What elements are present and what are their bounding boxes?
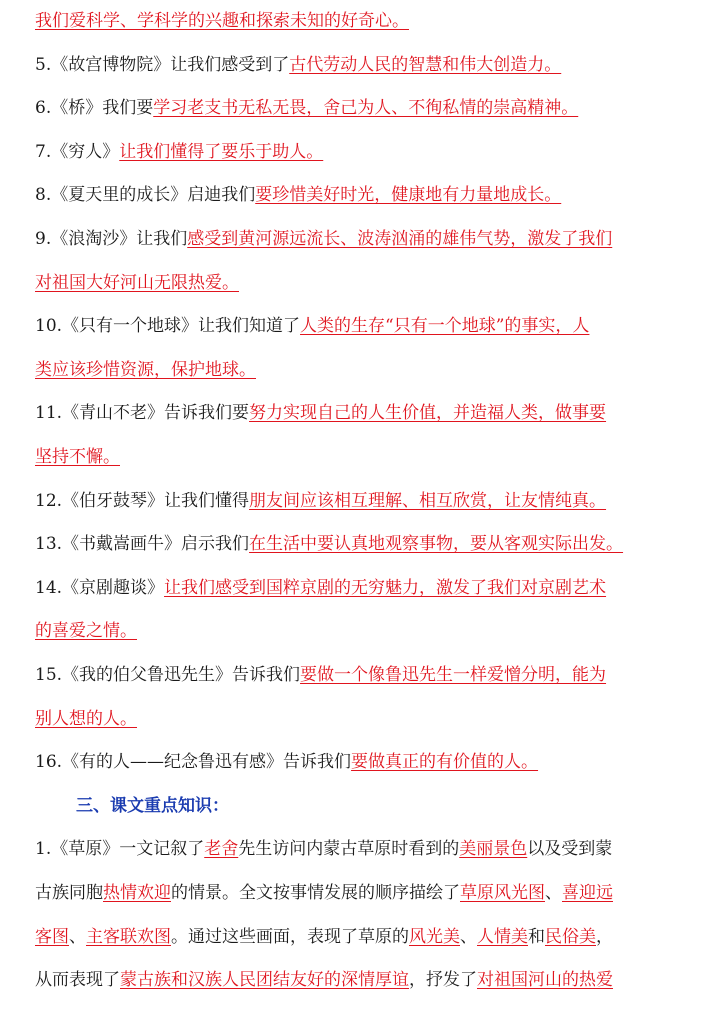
answer-text: 古代劳动人民的智慧和伟大创造力。 [289,54,562,75]
text-line [35,662,606,688]
answer-text: 主客联欢图 [86,926,171,947]
prompt-text: 1.《草原》一文记叙了 [35,839,205,860]
answer-text: 类应该珍惜资源，保护地球。 [35,359,256,380]
prompt-text: 7.《穷人》 [35,141,120,162]
prompt-text: 10.《只有一个地球》让我们知道了 [35,316,301,337]
text-line [35,575,606,601]
prompt-text: 8.《夏天里的成长》启迪我们 [35,185,256,206]
answer-text: 朋友间应该相互理解、相互欣赏，让友情纯真。 [249,490,607,511]
prompt-text: 从而表现了 [35,970,120,991]
text-line [35,226,612,252]
answer-text: 要珍惜美好时光，健康地有力量地成长。 [255,185,562,206]
prompt-text: 12.《伯牙鼓琴》让我们懂得 [35,490,250,511]
answer-text: 要做真正的有价值的人。 [351,752,539,773]
text-line [35,444,120,470]
answer-text: 风光美 [409,926,460,947]
answer-text: 要做一个像鲁迅先生一样爱憎分明，能为 [300,665,607,685]
answer-text: 努力实现自己的人生价值，并造福人类，做事要 [249,403,607,424]
answer-text: 坚持不懈。 [35,447,120,467]
prompt-text: 、 [460,926,477,947]
text-line [35,924,613,950]
answer-text: 客图 [35,926,69,947]
answer-text: 对祖国大好河山无限热爱。 [35,272,239,293]
text-line [35,139,323,165]
text-line [35,400,606,426]
text-line [35,749,538,775]
text-line [35,270,239,296]
prompt-text: ，抒发了 [409,970,477,991]
text-line [35,880,613,906]
text-line [35,182,561,208]
prompt-text: 13.《书戴嵩画牛》启示我们 [35,534,250,555]
text-line [76,793,229,819]
prompt-text: 9.《浪淘沙》让我们 [35,229,188,249]
prompt-text: 。通过这些画面，表现了草原的 [171,926,409,947]
prompt-text: 、 [545,883,562,903]
prompt-text: 14.《京剧趣谈》 [35,577,165,598]
answer-text: 热情欢迎 [103,883,171,903]
answer-text: 美丽景色 [459,839,528,860]
text-line [35,313,589,339]
prompt-text: 古族同胞 [35,883,103,903]
prompt-text: 15.《我的伯父鲁迅先生》告诉我们 [35,665,301,685]
prompt-text: 16.《有的人——纪念鲁迅有感》告诉我们 [35,752,352,773]
prompt-text: 5.《故宫博物院》让我们感受到了 [35,54,290,75]
prompt-text: 6.《桥》我们要 [35,98,154,119]
text-line [35,488,606,514]
answer-text: 感受到黄河源远流长、波涛汹涌的雄伟气势，激发了我们 [187,229,613,249]
prompt-text: 和 [528,926,545,947]
answer-text: 在生活中要认真地观察事物，要从客观实际出发。 [249,534,624,555]
text-line [35,52,561,78]
answer-text: 人情美 [477,926,528,947]
prompt-text: 以及受到蒙 [527,839,613,860]
answer-text: 对祖国河山的热爱 [477,970,613,991]
text-line [35,967,613,993]
text-line [35,706,137,732]
prompt-text: 、 [69,926,86,947]
answer-text: 让我们感受到国粹京剧的无穷魅力，激发了我们对京剧艺术 [164,577,607,598]
answer-text: 草原风光图 [460,883,545,903]
answer-text: 民俗美 [545,926,596,947]
answer-text: 老舍 [204,839,239,860]
prompt-text: 的情景。全文按事情发展的顺序描绘了 [171,883,460,903]
answer-text: 人类的生存“只有一个地球”的事实，人 [300,316,590,337]
prompt-text: 11.《青山不老》告诉我们要 [35,403,250,424]
section-heading: 三、课文重点知识： [76,795,229,816]
text-line [35,95,578,121]
text-line [35,8,409,34]
text-line [35,357,256,383]
text-line [35,531,623,557]
answer-text: 我们爱科学、学科学的兴趣和探索未知的好奇心。 [35,11,409,31]
text-line [35,836,612,862]
answer-text: 别人想的人。 [35,708,137,729]
answer-text: 的喜爱之情。 [35,621,137,642]
prompt-text: 先生访问内蒙古草原时看到的 [238,839,460,860]
answer-text: 喜迎远 [562,883,613,903]
answer-text: 学习老支书无私无畏，舍己为人、不徇私情的崇高精神。 [153,98,579,119]
text-line [35,618,137,644]
prompt-text: ， [596,926,613,947]
answer-text: 让我们懂得了要乐于助人。 [119,141,324,162]
answer-text: 蒙古族和汉族人民团结友好的深情厚谊 [120,970,409,991]
